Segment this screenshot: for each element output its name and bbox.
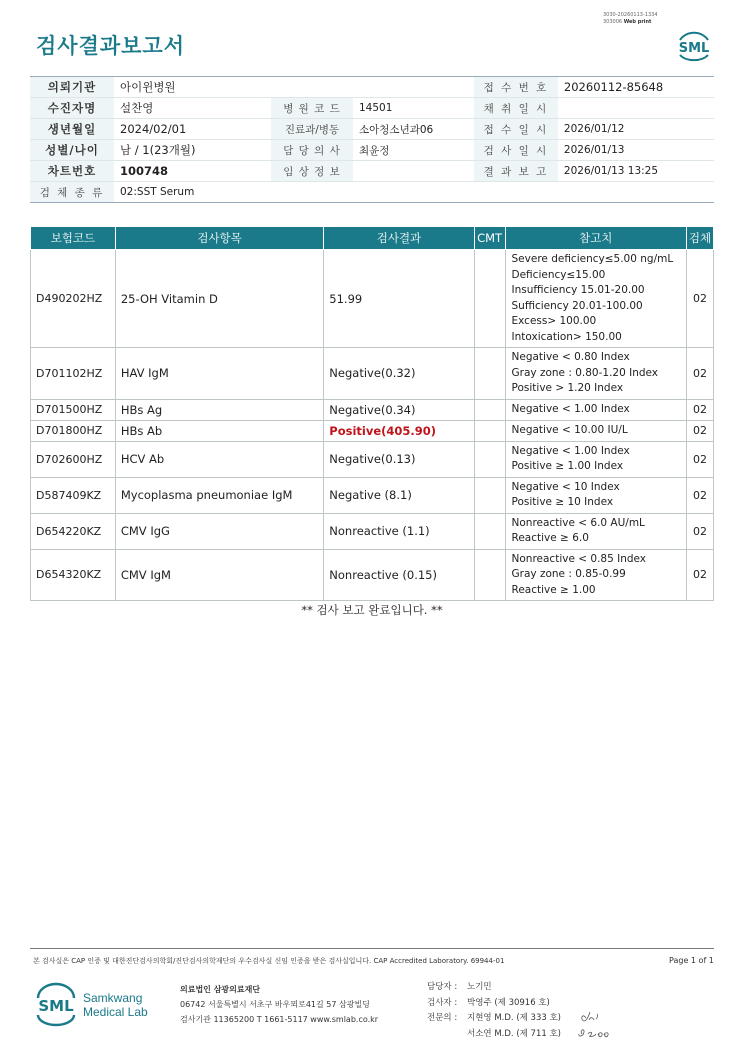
staff-role: 전문의 : bbox=[427, 1013, 458, 1023]
reference-line: Reactive ≥ 6.0 bbox=[511, 532, 589, 544]
reference-range-cell bbox=[505, 549, 686, 601]
reference-line: Negative < 10 Index bbox=[511, 480, 620, 493]
test-result-cell: Nonreactive (0.15) bbox=[324, 549, 474, 601]
info-label: 접 수 번 호 bbox=[474, 77, 558, 98]
specimen-cell: 02 bbox=[687, 513, 714, 549]
cert-statement: 본 검사실은 CAP 인증 및 대한진단검사의학회/진단검사의학재단의 우수검사실 신임 인증을 받은 검사실입니다. CAP Accredited Laboratory. 69944-01 bbox=[33, 957, 505, 965]
cmt-cell bbox=[474, 513, 505, 549]
test-result-cell: Negative(0.13) bbox=[324, 441, 474, 477]
page-number: Page 1 of 1 bbox=[669, 956, 714, 965]
header-item: 검사항목 bbox=[115, 227, 323, 250]
staff-name: 지현영 M.D. (제 333 호) bbox=[467, 1013, 562, 1023]
info-label: 차트번호 bbox=[30, 161, 114, 182]
info-label: 검 체 종 류 bbox=[30, 182, 114, 203]
test-result-cell: Negative(0.34) bbox=[324, 399, 474, 420]
reference-line: Sufficiency 20.01-100.00 bbox=[511, 299, 643, 312]
org-block bbox=[180, 982, 378, 1027]
test-item-cell: CMV IgG bbox=[115, 513, 323, 549]
info-label: 접 수 일 시 bbox=[474, 119, 558, 140]
insurance-code-cell: D654320KZ bbox=[31, 549, 116, 601]
staff-name: 노기민 bbox=[467, 982, 492, 992]
insurance-code-cell: D701102HZ bbox=[31, 348, 116, 400]
insurance-code-cell: D702600HZ bbox=[31, 441, 116, 477]
insurance-code-cell: D654220KZ bbox=[31, 513, 116, 549]
test-item-cell: HBs Ab bbox=[115, 420, 323, 441]
doctor-value: 최윤정 bbox=[353, 140, 474, 161]
info-label: 결 과 보 고 bbox=[474, 161, 558, 182]
staff-name: 박영주 (제 30916 호) bbox=[467, 997, 550, 1008]
org-contact: 검사기관 11365200 T 1661-5117 www.smlab.co.kr bbox=[180, 1015, 379, 1024]
report-date-value: 2026/01/13 13:25 bbox=[558, 161, 714, 182]
reference-line: Nonreactive < 6.0 AU/mL bbox=[511, 516, 645, 529]
info-label: 검 사 일 시 bbox=[474, 140, 558, 161]
reference-line: Positive ≥ 10 Index bbox=[511, 496, 614, 508]
test-result-cell: Negative(0.32) bbox=[324, 348, 474, 400]
info-row bbox=[30, 98, 714, 119]
collect-date-value bbox=[558, 98, 714, 119]
reference-line: Nonreactive < 0.85 Index bbox=[511, 552, 647, 565]
reference-range-cell bbox=[505, 441, 686, 477]
web-print-label: Web print bbox=[623, 19, 652, 25]
brand-line2: Medical Lab bbox=[83, 1005, 148, 1019]
info-label: 임 상 정 보 bbox=[271, 161, 353, 182]
cmt-cell bbox=[474, 420, 505, 441]
staff-name: 서소연 M.D. (제 711 호) bbox=[467, 1028, 562, 1039]
report-title: 검사결과보고서 bbox=[36, 34, 186, 58]
staff-line bbox=[427, 996, 561, 1012]
reference-range-cell bbox=[505, 348, 686, 400]
test-item-cell: HBs Ag bbox=[115, 399, 323, 420]
results-body bbox=[31, 250, 714, 601]
result-row bbox=[31, 549, 714, 601]
signature-icon bbox=[576, 1006, 614, 1040]
info-row bbox=[30, 119, 714, 140]
clinical-value bbox=[353, 161, 474, 182]
reference-line: Negative < 0.80 Index bbox=[511, 351, 630, 363]
staff-line bbox=[427, 1027, 561, 1043]
receipt-no-value: 20260112-85648 bbox=[558, 77, 714, 98]
sml-logo-text: SML bbox=[678, 41, 710, 56]
info-label: 담 당 의 사 bbox=[271, 140, 353, 161]
test-item-cell: HAV IgM bbox=[115, 348, 323, 400]
test-item-cell: Mycoplasma pneumoniae IgM bbox=[115, 477, 323, 513]
staff-line bbox=[427, 980, 561, 996]
header-cmt: CMT bbox=[474, 227, 505, 250]
info-label: 생년월일 bbox=[30, 119, 114, 140]
specimen-cell: 02 bbox=[687, 549, 714, 601]
result-row bbox=[31, 513, 714, 549]
info-label: 의뢰기관 bbox=[30, 77, 114, 98]
reference-line: Negative < 1.00 Index bbox=[511, 444, 630, 457]
test-date-value: 2026/01/13 bbox=[558, 140, 714, 161]
results-header-row bbox=[31, 227, 714, 250]
reference-line: Negative < 10.00 IU/L bbox=[511, 423, 628, 436]
reference-range-cell bbox=[505, 513, 686, 549]
specimen-cell: 02 bbox=[687, 477, 714, 513]
brand-line1: Samkwang bbox=[83, 991, 143, 1005]
chart-no-value: 100748 bbox=[114, 161, 271, 182]
test-result-cell: Positive(405.90) bbox=[324, 420, 474, 441]
footer-divider bbox=[30, 948, 714, 949]
cmt-cell bbox=[474, 477, 505, 513]
specimen-value: 02:SST Serum bbox=[114, 182, 714, 203]
reference-line: Severe deficiency≤5.00 ng/mL bbox=[511, 253, 674, 265]
test-result-cell: 51.99 bbox=[324, 250, 474, 348]
info-row bbox=[30, 77, 714, 98]
reference-line: Insufficiency 15.01-20.00 bbox=[511, 284, 645, 296]
print-codes bbox=[603, 12, 658, 26]
specimen-cell: 02 bbox=[687, 399, 714, 420]
reference-line: Positive > 1.20 Index bbox=[511, 382, 624, 394]
reference-line: Deficiency≤15.00 bbox=[511, 268, 606, 281]
insurance-code-cell: D490202HZ bbox=[31, 250, 116, 348]
reference-line: Gray zone : 0.85-0.99 bbox=[511, 568, 626, 580]
specimen-cell: 02 bbox=[687, 348, 714, 400]
result-row bbox=[31, 477, 714, 513]
sml-logo-text: SML bbox=[38, 997, 74, 1015]
specimen-cell: 02 bbox=[687, 250, 714, 348]
insurance-code-cell: D701800HZ bbox=[31, 420, 116, 441]
info-row bbox=[30, 140, 714, 161]
info-label: 성별/나이 bbox=[30, 140, 114, 161]
sex-age-value: 남 / 1(23개월) bbox=[114, 140, 271, 161]
cmt-cell bbox=[474, 441, 505, 477]
info-label: 진료과/병동 bbox=[271, 119, 353, 140]
test-result-cell: Negative (8.1) bbox=[324, 477, 474, 513]
reference-line: Gray zone : 0.80-1.20 Index bbox=[511, 366, 659, 379]
info-label: 수진자명 bbox=[30, 98, 114, 119]
insurance-code-cell: D701500HZ bbox=[31, 399, 116, 420]
cmt-cell bbox=[474, 348, 505, 400]
info-row bbox=[30, 182, 714, 203]
cmt-cell bbox=[474, 250, 505, 348]
org-address: 06742 서울특별시 서초구 바우뫼로41길 57 삼광빌딩 bbox=[180, 1000, 370, 1009]
header-code: 보험코드 bbox=[31, 227, 116, 250]
specimen-cell: 02 bbox=[687, 441, 714, 477]
cmt-cell bbox=[474, 399, 505, 420]
info-label: 병 원 코 드 bbox=[271, 98, 353, 119]
results-table bbox=[30, 226, 714, 601]
test-item-cell: 25-OH Vitamin D bbox=[115, 250, 323, 348]
test-item-cell: HCV Ab bbox=[115, 441, 323, 477]
reference-range-cell bbox=[505, 420, 686, 441]
result-row bbox=[31, 250, 714, 348]
staff-block bbox=[427, 980, 561, 1042]
header-ref: 참고치 bbox=[505, 227, 686, 250]
hospital-code-value: 14501 bbox=[353, 98, 474, 119]
cmt-cell bbox=[474, 549, 505, 601]
print-code-line2: 303006 bbox=[603, 19, 623, 25]
header-spec: 검체 bbox=[687, 227, 714, 250]
report-complete-notice: ** 검사 보고 완료입니다. ** bbox=[301, 603, 443, 617]
print-code-line1: 3030-20260113-1334 bbox=[603, 12, 658, 18]
result-row bbox=[31, 441, 714, 477]
reference-line: Reactive ≥ 1.00 bbox=[511, 583, 596, 596]
insurance-code-cell: D587409KZ bbox=[31, 477, 116, 513]
reference-line: Intoxication> 150.00 bbox=[511, 330, 622, 343]
reference-line: Positive ≥ 1.00 Index bbox=[511, 460, 624, 472]
patient-info-table bbox=[30, 76, 714, 203]
info-label: 채 취 일 시 bbox=[474, 98, 558, 119]
patient-name-value: 설찬영 bbox=[114, 98, 271, 119]
test-result-cell: Nonreactive (1.1) bbox=[324, 513, 474, 549]
reference-range-cell bbox=[505, 399, 686, 420]
reference-line: Excess> 100.00 bbox=[511, 315, 597, 327]
staff-role: 담당자 : bbox=[427, 982, 458, 992]
org-name: 의료법인 삼광의료재단 bbox=[180, 985, 261, 994]
request-org-value: 아이윈병원 bbox=[114, 77, 474, 98]
dept-value: 소아청소년과06 bbox=[353, 119, 474, 140]
staff-line bbox=[427, 1011, 561, 1027]
reference-line: Negative < 1.00 Index bbox=[511, 402, 630, 415]
specimen-cell: 02 bbox=[687, 420, 714, 441]
receipt-date-value: 2026/01/12 bbox=[558, 119, 714, 140]
header-result: 검사결과 bbox=[324, 227, 474, 250]
result-row bbox=[31, 348, 714, 400]
reference-range-cell bbox=[505, 477, 686, 513]
result-row bbox=[31, 420, 714, 441]
sml-logo-icon bbox=[674, 26, 714, 62]
result-row bbox=[31, 399, 714, 420]
info-row bbox=[30, 161, 714, 182]
reference-range-cell bbox=[505, 250, 686, 348]
staff-role: 검사자 : bbox=[427, 997, 458, 1008]
birth-value: 2024/02/01 bbox=[114, 119, 271, 140]
samkwang-logo-icon bbox=[36, 980, 156, 1028]
test-item-cell: CMV IgM bbox=[115, 549, 323, 601]
